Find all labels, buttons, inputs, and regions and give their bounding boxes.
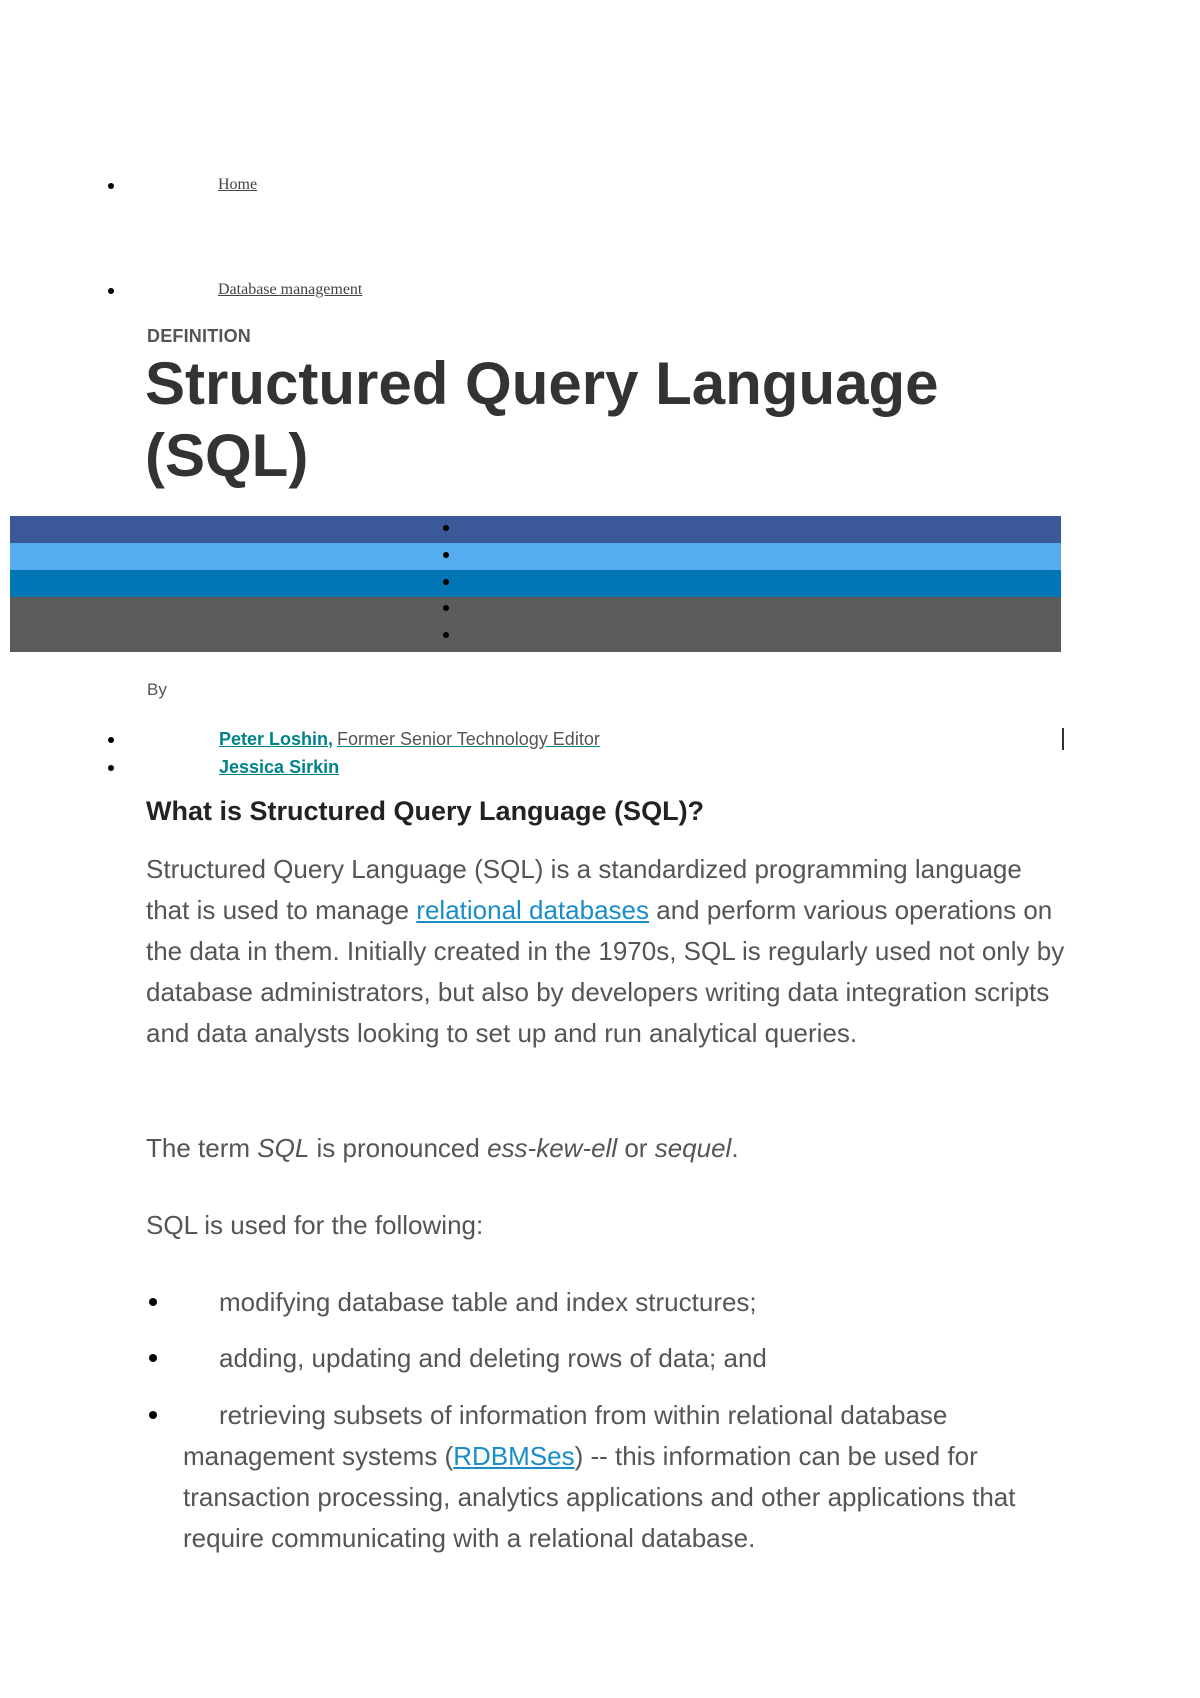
list-item [146,1395,1066,1559]
text: . [731,1133,739,1163]
bullet-dot [108,183,114,189]
intro-paragraph [146,849,1066,1054]
author-role: Former Senior Technology Editor [337,729,600,749]
share-facebook-button[interactable] [10,516,1061,543]
social-share-bar [10,516,1061,652]
list-item-text: modifying database table and index structures; [219,1287,757,1317]
list-item [146,1282,1066,1323]
pronunciation-paragraph [146,1128,1066,1169]
article-kicker: DEFINITION [147,326,251,346]
pronunciation-1: ess-kew-ell [487,1133,618,1163]
share-icon [443,552,449,558]
breadcrumb-link-database-management[interactable]: Database management [218,281,363,298]
text: is pronounced [309,1133,488,1163]
share-linkedin-button[interactable] [10,570,1061,597]
rdbmses-link[interactable]: RDBMSes [453,1441,575,1471]
author-divider [1062,728,1064,750]
page-title [145,348,1045,492]
breadcrumb-link-home[interactable]: Home [218,176,258,193]
text: ) -- this information can be used for [574,1441,978,1471]
intro-text-cont: and perform various operations on the data in them. Initially created in the 1970s, SQL is regularly used not only by database administrators, but also by developers writing data integration scripts and data analysts looking to set up and run analytical queries. [146,895,1065,1048]
share-icon [443,525,449,531]
author-name[interactable]: Peter Loshin, [219,729,334,749]
title-line-2: (SQL) [145,422,309,489]
intro-text: Structured Query Language (SQL) is a standardized programming language that is used to manage [146,854,1022,925]
text: management systems ( [183,1441,454,1471]
share-twitter-button[interactable] [10,543,1061,570]
list-item-text: adding, updating and deleting rows of data; and [219,1343,767,1373]
list-item-text: retrieving subsets of information from within relational database [219,1400,948,1430]
bullet-dot [108,288,114,294]
list-item-text: require communicating with a relational database. [183,1523,756,1553]
pronunciation-2: sequel [654,1133,732,1163]
author-name-link[interactable]: Jessica Sirkin [219,757,340,777]
list-item-text [146,1436,1066,1477]
share-more-buttons[interactable] [10,597,1061,652]
bullet-dot [149,1298,157,1306]
share-icon [443,605,449,611]
uses-intro: SQL is used for the following: [146,1210,484,1240]
bullet-dot [149,1411,157,1419]
text: The term [146,1133,258,1163]
section-heading: What is Structured Query Language (SQL)? [146,796,705,826]
relational-databases-link[interactable]: relational databases [416,895,650,925]
list-item-text: transaction processing, analytics applications and other applications that [183,1482,1016,1512]
term-sql: SQL [257,1133,310,1163]
list-item [146,1338,1066,1379]
share-icon [443,579,449,585]
bullet-dot [108,765,114,771]
text: or [617,1133,655,1163]
author-name-link[interactable] [219,729,600,750]
bullet-dot [108,737,114,743]
share-icon [443,632,449,638]
title-line-1: Structured Query Language [145,350,939,417]
byline-label: By [147,680,167,699]
bullet-dot [149,1354,157,1362]
